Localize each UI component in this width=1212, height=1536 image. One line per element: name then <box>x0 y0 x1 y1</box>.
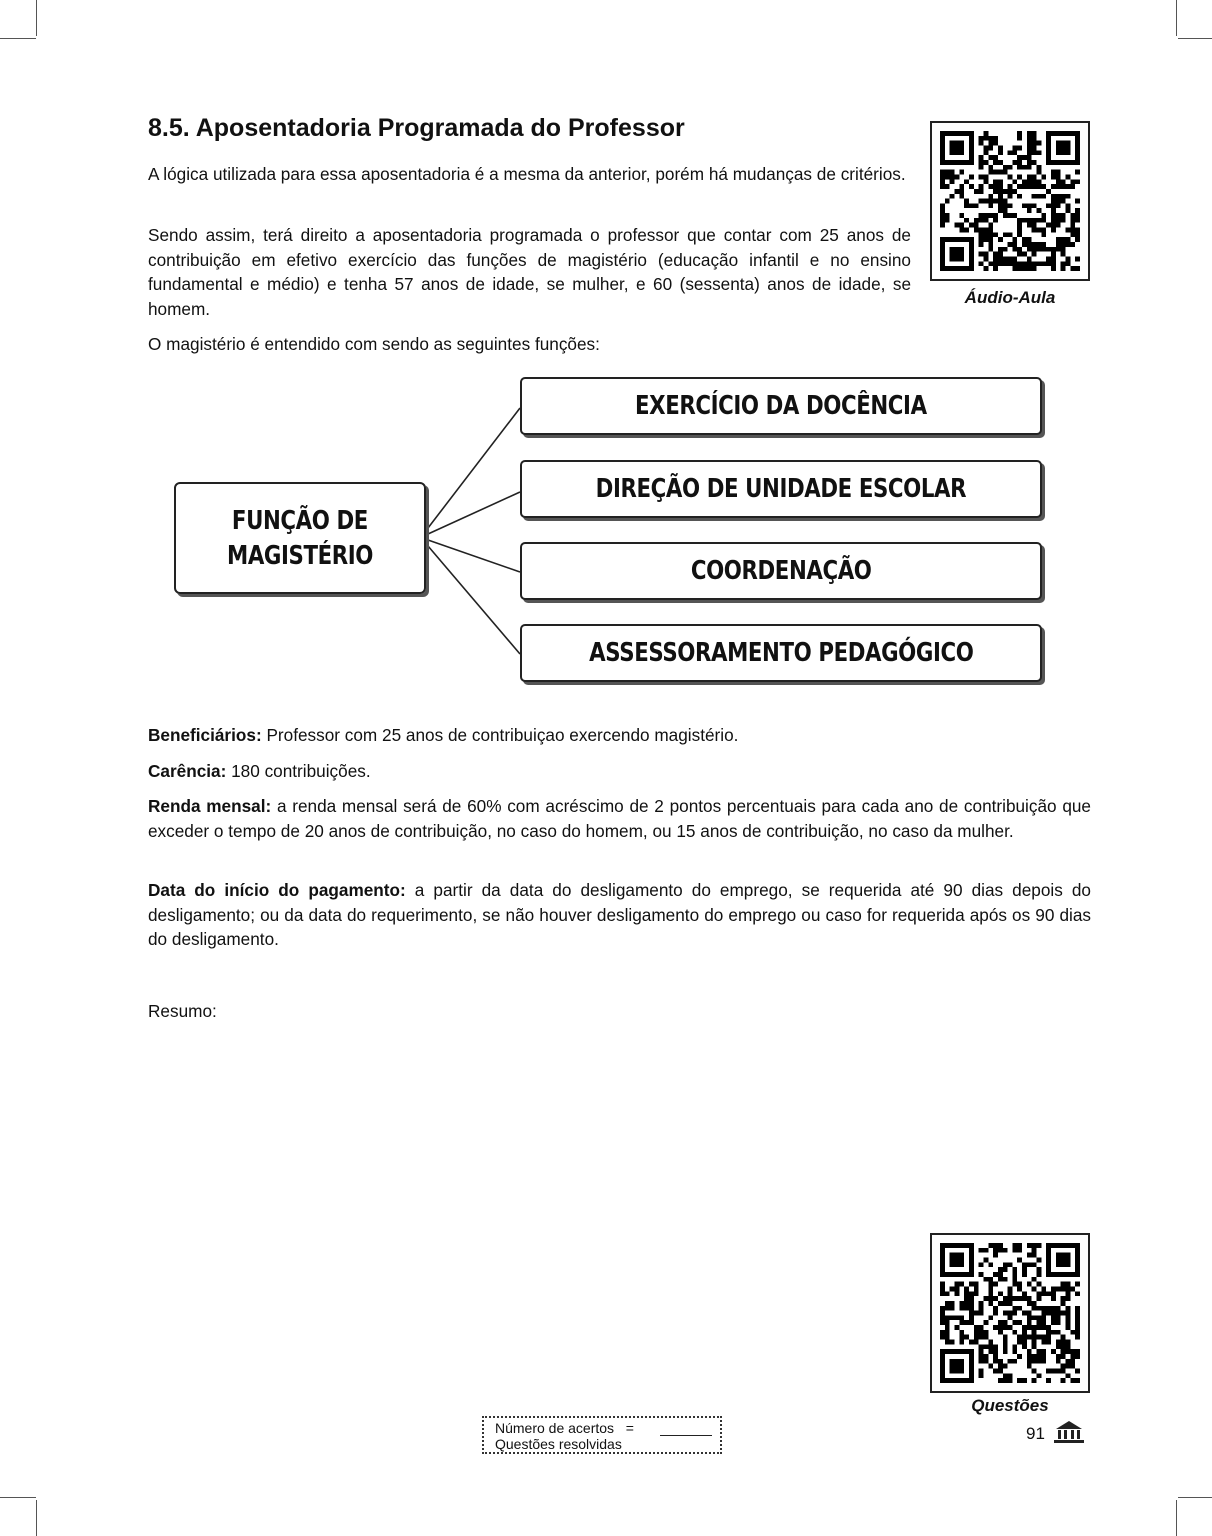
functions-intro: O magistério é entendido com sendo as seguintes funções: <box>148 334 600 354</box>
connector-line <box>428 546 520 654</box>
connector-line <box>428 408 520 528</box>
beneficiarios-paragraph <box>148 723 1091 748</box>
page-number: 91 <box>1026 1424 1045 1443</box>
score-box <box>482 1416 722 1454</box>
branch-label: ASSESSORAMENTO PEDAGÓGICO <box>588 638 974 668</box>
branch-label: COORDENAÇÃO <box>690 556 872 586</box>
renda-text: a renda mensal será de 60% com acréscimo de 2 pontos percentuais para cada ano de contribuição que exceder o tempo de 20 anos de contribuição, no caso do homem, ou 15 anos de contribuição, no caso da mulher. <box>148 796 1091 841</box>
branch-label: EXERCÍCIO DA DOCÊNCIA <box>635 391 927 421</box>
data-inicio-paragraph <box>148 878 1091 952</box>
branch-assessoramento <box>520 624 1042 682</box>
diagram-connectors <box>0 0 1212 720</box>
questoes-qr-code-icon[interactable] <box>930 1233 1090 1393</box>
section-title: 8.5. Aposentadoria Programada do Professor <box>148 114 685 142</box>
center-line-1: FUNÇÃO DE <box>232 506 368 536</box>
score-blank-line <box>660 1435 712 1436</box>
connector-line <box>428 492 520 534</box>
renda-label: Renda mensal: <box>148 796 272 816</box>
data-inicio-label: Data do início do pagamento: <box>148 880 406 900</box>
renda-paragraph <box>148 794 1091 843</box>
branch-docencia <box>520 377 1042 435</box>
magisterio-node <box>174 482 426 594</box>
branch-label: DIREÇÃO DE UNIDADE ESCOLAR <box>595 474 967 504</box>
score-numerator: Número de acertos <box>495 1420 615 1436</box>
carencia-label: Carência: <box>148 761 227 781</box>
score-denominator: Questões resolvidas <box>495 1436 622 1452</box>
rule-paragraph: Sendo assim, terá direito a aposentadoria programada o professor que contar com 25 anos de contribuição em efetivo exercício das funções de magistério (educação infantil e no ensino fundamental e médio) e tenha 57 anos de idade, se mulher, e 60 (sessenta) anos de idade, se homem. <box>148 225 911 319</box>
carencia-text: 180 contribuições. <box>226 761 371 781</box>
crop-mark <box>1176 1500 1177 1536</box>
crop-mark <box>0 1497 36 1498</box>
beneficiarios-text: Professor com 25 anos de contribuiçao exercendo magistério. <box>261 725 739 745</box>
crop-mark <box>1178 1497 1212 1498</box>
crop-mark <box>36 1500 37 1536</box>
intro-paragraph: A lógica utilizada para essa aposentadoria é a mesma da anterior, porém há mudanças de critérios. <box>148 164 906 184</box>
branch-direcao <box>520 460 1042 518</box>
connector-line <box>428 540 520 572</box>
audio-aula-caption: Áudio-Aula <box>964 288 1056 307</box>
score-equals: = <box>625 1420 634 1436</box>
qr-code-icon <box>940 1243 1080 1383</box>
beneficiarios-label: Beneficiários: <box>148 725 262 745</box>
center-line-2: MAGISTÉRIO <box>227 541 373 571</box>
questoes-caption: Questões <box>971 1396 1049 1415</box>
carencia-paragraph <box>148 759 1091 784</box>
resumo-label: Resumo: <box>148 1001 217 1021</box>
building-books-icon <box>1053 1420 1085 1444</box>
branch-coordenacao <box>520 542 1042 600</box>
data-inicio-text: a partir da data do desligamento do emprego, se requerida até 90 dias depois do desligamento; ou da data do requerimento, se não houver desligamento do emprego ou caso for requerida após os 90 dias do desligamento. <box>148 880 1091 950</box>
